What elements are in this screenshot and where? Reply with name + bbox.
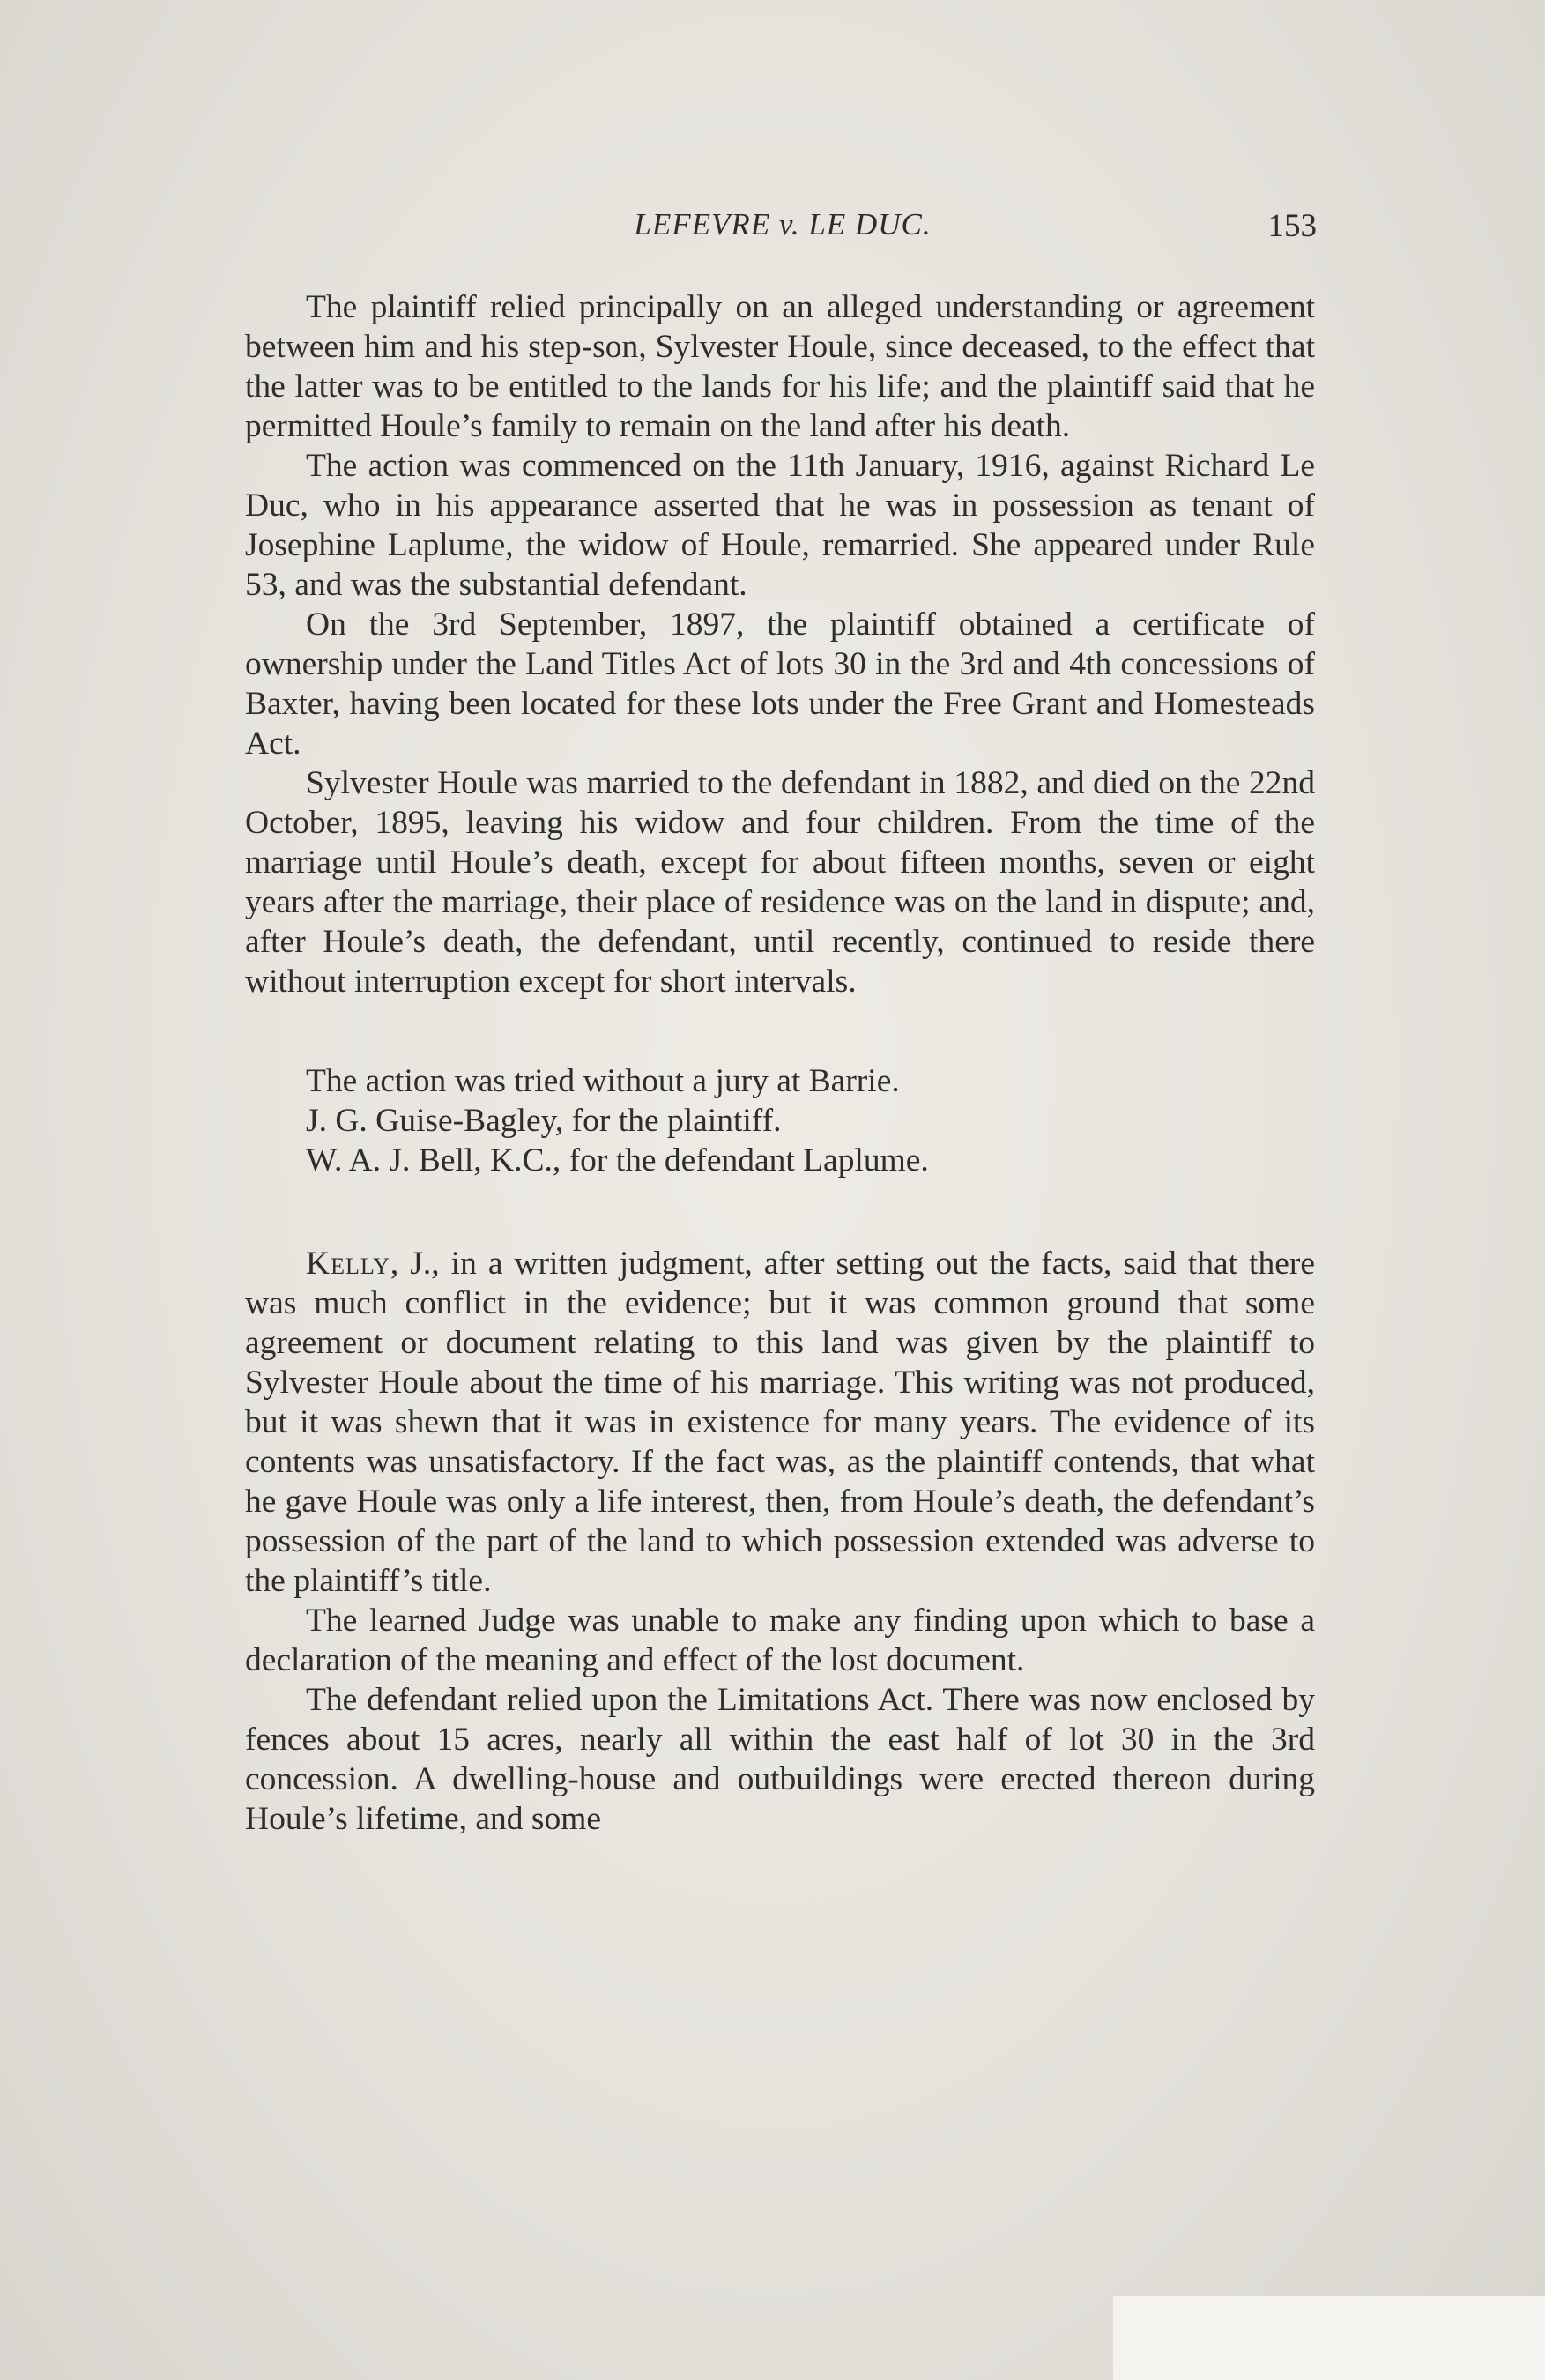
paragraph: The plaintiff relied principally on an alleged understanding or agreement between him and his step-son, Sylvester Houle, since deceased, to the effect that the latter was to be entitled to the lands for his life; and the plaintiff said that he permitted Houle’s family to remain on the land after his death. <box>245 289 1315 444</box>
counsel-line: W. A. J. Bell, K.C., for the defendant Laplume. <box>306 1142 929 1179</box>
judgment-text: , J., in a written judgment, after setting out the facts, said that there was much conflict in the evidence; but it was common ground that some agreement or document relating to this land was given by the plaintiff to Sylvester Houle about the time of his marriage. This writing was not produced, but it was shewn that it was in existence for many years. The evidence of its contents was unsatisfactory. If the fact was, as the plaintiff contends, that what he gave Houle was only a life interest, then, from Houle’s death, the defendant’s possession of the part of the land to which possession extended was adverse to the plaintiff’s title. <box>245 1246 1315 1599</box>
body-text <box>245 287 1315 1839</box>
trial-line: The action was tried without a jury at Barrie. <box>306 1063 900 1099</box>
judge-name: Kelly <box>306 1246 390 1282</box>
page-header <box>249 207 1317 251</box>
paragraph: Sylvester Houle was married to the defendant in 1882, and died on the 22nd October, 1895, leaving his widow and four children. From the time of the marriage until Houle’s death, except for about fifteen months, seven or eight years after the marriage, their place of residence was on the land in dispute; and, after Houle’s death, the defendant, until recently, continued to reside there without interruption except for short intervals. <box>245 765 1315 1000</box>
paragraph: The action was commenced on the 11th January, 1916, against Richard Le Duc, who in his appearance asserted that he was in possession as tenant of Josephine Laplume, the widow of Houle, remarried. She appeared under Rule 53, and was the substantial defendant. <box>245 448 1315 603</box>
judgment-paragraph: The defendant relied upon the Limitations Act. There was now enclosed by fences about 15 acres, nearly all within the east half of lot 30 in the 3rd concession. A dwelling-house and outbuildings were erected thereon during Houle’s lifetime, and some <box>245 1682 1315 1837</box>
paragraph: On the 3rd September, 1897, the plaintiff obtained a certificate of ownership under the Land Titles Act of lots 30 in the 3rd and 4th concessions of Baxter, having been located for these lots under the Free Grant and Homesteads Act. <box>245 606 1315 762</box>
page-number: 153 <box>1267 208 1317 244</box>
judgment-paragraph <box>245 1244 1315 1601</box>
counsel-line: J. G. Guise-Bagley, for the plaintiff. <box>306 1103 782 1139</box>
running-title: LEFEVRE v. LE DUC. <box>634 207 932 242</box>
page-corner-patch <box>1113 2296 1545 2380</box>
judgment-paragraph: The learned Judge was unable to make any finding upon which to base a declaration of the meaning and effect of the lost document. <box>245 1603 1315 1678</box>
